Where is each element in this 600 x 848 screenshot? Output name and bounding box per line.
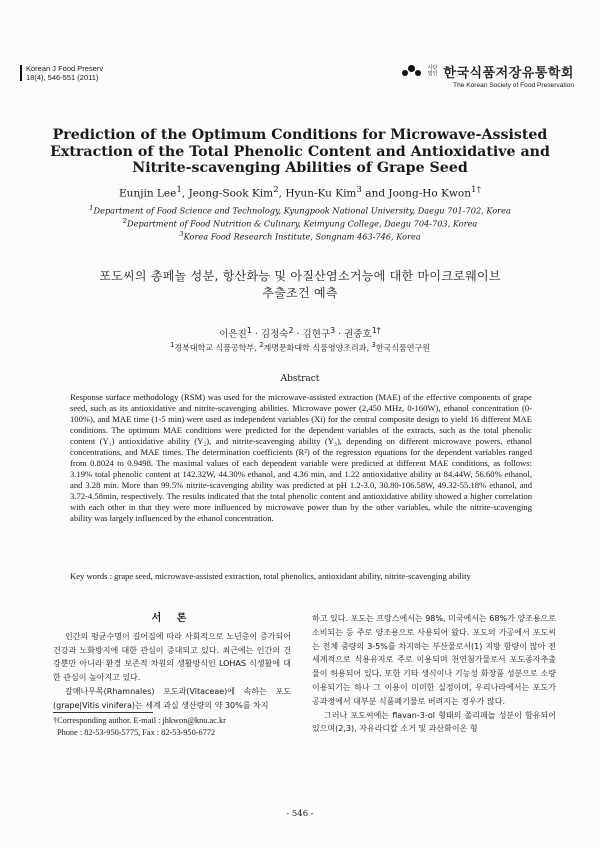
paragraph: 인간의 평균수명이 길어짐에 따라 사회적으로 노년층이 증가되어 건강과 노화방지에 대한 관심이 증대되고 있다. 최근에는 인간의 건강뿐만 아니라 환경 보존적 차원의 생활방식인 LOHAS 식생활에 대한 관심이 높아지고 있다. <box>53 631 291 683</box>
intro-right-column <box>312 612 556 736</box>
corresponding-author-footnote: †Corresponding author. E-mail : jhkwon@knu.ac.kr Phone : 82-53-950-5775, Fax : 82-53-950-6772 <box>53 716 226 737</box>
affiliation-item: $^2$Department of Food Nutrition & Culinary, Keimyung College, Daegu 704-703, Korea <box>122 217 478 229</box>
author-name: Eunjin Lee <box>119 187 177 200</box>
society-header <box>402 62 574 89</box>
society-name-korean: 한국식품저장유통학회 <box>443 65 574 80</box>
korean-title: 포도씨의 총페놀 성분, 항산화능 및 아질산염소거능에 대한 마이크로웨이브 추출조건 예측 <box>99 269 501 300</box>
paragraph: 그러나 포도씨에는 flavan-3-ol 형태의 폴리페놀 성분이 함유되어 있으며(2,3), 자유라디칼 소거 및 과산화이온 형 <box>312 710 556 734</box>
paragraph: 갈매나무목(Rhamnales) 포도과(Vitaceae)에 속하는 포도(grape|Vitis vinifera)는 세계 과실 생산량의 약 30%를 차지 <box>53 686 291 710</box>
intro-left-column <box>53 612 291 713</box>
author-name: Joong-Ho Kwon <box>388 187 472 200</box>
keywords: Key words : grape seed, microwave-assisted extraction, total phenolics, antioxidant ability, nitrite-scavenging ability <box>70 571 471 581</box>
affiliation-item: $^1$Department of Food Science and Technology, Kyungpook National University, Daegu 701-702, Korea <box>89 204 511 216</box>
paper-title: Prediction of the Optimum Conditions for Microwave-Assisted Extraction of the Total Phenolic Content and Antioxidative and Nitrite-scavenging Abilities of Grape Seed <box>50 127 550 176</box>
author-name: Jeong-Sook Kim <box>188 187 274 200</box>
korean-affiliations: $^1$경북대학교 식품공학부, $^2$계명문화대학 식품영양조리과, $^3$한국식품연구원 <box>170 341 430 353</box>
page-number: - 546 - <box>286 809 314 819</box>
korean-author-list: 이은진$^1$ · 김정숙$^2$ · 김현구$^3$ · 권중호$^{1\dagger}$ <box>219 326 381 341</box>
author-name: Hyun-Ku Kim <box>285 187 357 200</box>
society-name-english: The Korean Society of Food Preservation <box>453 82 574 89</box>
society-logo-icon <box>402 65 424 79</box>
affiliation-list <box>40 203 560 243</box>
section-heading: 서 론 <box>151 613 193 624</box>
affiliation-item: $^3$Korea Food Research Institute, Songnam 463-746, Korea <box>179 230 421 243</box>
journal-marker-bar <box>20 65 22 81</box>
abstract-body: Response surface methodology (RSM) was used for the microwave-assisted extraction (MAE) of the effective components of grape seed, such as its antioxidative and nitrite-scavenging abilities. Microwave power (2,450 MHz, 0-160W), ethanol concentration (0-100%), and MAE time (1-5 min) were used as independent variables (Xi) for the central composite design to yield 16 different MAE conditions. The optimum MAE conditions were predicted for the dependent variables of the extracts, such as the total phenolic content (Y₁) antioxidative ability (Y₂), and nitrite-scavenging ability (Y₃), depending on different microwave powers, ethanol concentrations, and MAE times. The determination coefficients (R²) of the regression equations for the dependent variables ranged from 0.8024 to 0.9498. The maximal values of each dependent variable were predicted at different MAE conditions, as follows: 3.19% total phenolic content at 142.32W, 44.30% ethanol, and 4.36 min, and 1.22 antioxidative ability at 84.44W, 56.60% ethanol, and 3.28 min. More than 99.5% nitrite-scavenging ability was predicted at pH 1.2-3.0, 30.80-106.58W, 49.32-55.18% ethanol, and 3.72-4.58min, respectively. The results indicated that the total phenolic content and antioxidative ability showed a higher correlation with each other in that they were more influenced by microwave power than by the other variables, while the nitrite-scavenging ability was largely influenced by the ethanol concentration. <box>70 392 532 523</box>
journal-citation <box>26 65 103 82</box>
paragraph: 하고 있다. 포도는 프랑스에서는 98%, 미국에서는 68%가 양조용으로 소비되는 등 주로 양조용으로 사용되어 왔다. 포도의 가공에서 포도씨는 전체 중량의 3-5%를 차지하는 부산물로서(1) 지방 함량이 많아 전 세계적으로 식용유지로 주로 이용되며 천연첨가물로서 포도종자추출물이 허용되어 있다. 또한 기타 생식이나 기능성 화장품 성분으로 소량 이용되기는 하나 그 이용이 미미한 실정이며, 우리나라에서는 포도가공과정에서 대부분 식품폐기물로 버려지는 경우가 많다. <box>312 614 556 706</box>
journal-name: Korean J Food Preserv <box>26 64 104 73</box>
society-type-label: 사단 법인 <box>427 65 438 77</box>
journal-volume: 18(4), 546-551 (2011) <box>26 72 99 82</box>
abstract-heading: Abstract <box>280 374 320 384</box>
author-list: Eunjin Lee$^1$, Jeong-Sook Kim$^2$, Hyun-Ku Kim$^3$ and Joong-Ho Kwon$^{1\dagger}$ <box>119 185 481 200</box>
footnote-divider <box>53 712 153 713</box>
